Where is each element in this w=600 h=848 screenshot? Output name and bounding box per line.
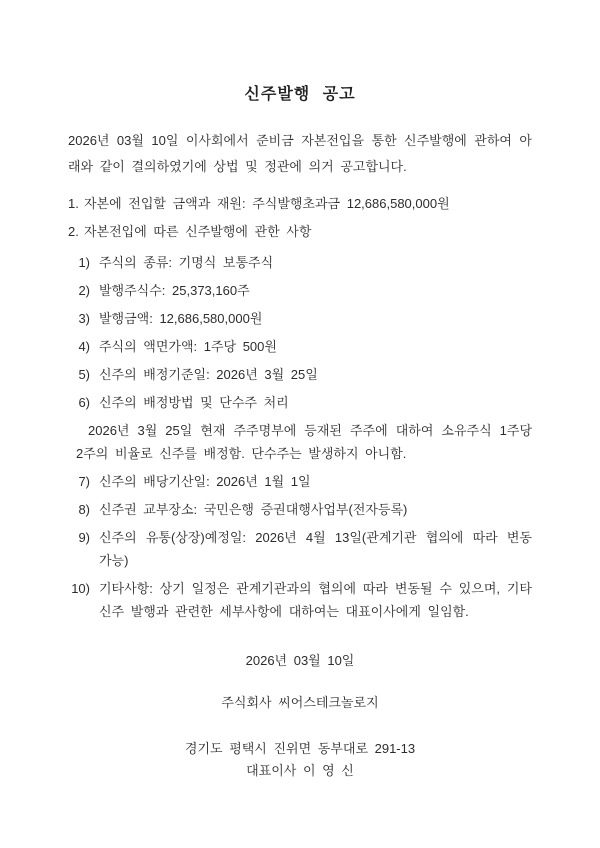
list-item (68, 251, 532, 274)
list-item (68, 192, 532, 215)
item-note: 2026년 3월 25일 현재 주주명부에 등재된 주주에 대하여 소유주식 1주당 2주의 비율로 신주를 배정함. 단수주는 발생하지 아니함. (76, 423, 532, 461)
company-name: 주식회사 씨어스테크놀로지 (221, 695, 379, 710)
item-text: 신주의 배정방법 및 단수주 처리 (99, 395, 289, 410)
document-title: 신주발행 공고 (244, 86, 356, 103)
item-number: 3) (78, 311, 90, 326)
item-number: 1) (78, 255, 90, 270)
item-text: 신주의 배당기산일: 2026년 1월 1일 (99, 474, 311, 489)
item-text: 발행주식수: 25,373,160주 (99, 283, 250, 298)
item-number: 5) (78, 367, 90, 382)
item-text: 자본에 전입할 금액과 재원: 주식발행초과금 12,686,580,000원 (84, 196, 450, 211)
item-text: 자본전입에 따른 신주발행에 관한 사항 (84, 224, 312, 239)
item-text: 신주권 교부장소: 국민은행 증권대행사업부(전자등록) (99, 502, 408, 517)
list-item (68, 391, 532, 414)
item-text: 주식의 액면가액: 1주당 500원 (99, 339, 277, 354)
list-item (68, 363, 532, 386)
item-text: 기타사항: 상기 일정은 관계기관과의 협의에 따라 변동될 수 있으며, 기타 신주 발행과 관련한 세부사항에 대하여는 대표이사에게 일임함. (99, 581, 532, 619)
list-item (68, 470, 532, 493)
list-item (68, 335, 532, 358)
item-text: 주식의 종류: 기명식 보통주식 (99, 255, 274, 270)
list-item (68, 526, 532, 572)
list-item (68, 498, 532, 521)
item-number: 4) (78, 339, 90, 354)
sub-list (68, 251, 532, 623)
list-item (68, 577, 532, 623)
item-number: 8) (78, 502, 90, 517)
list-item (68, 307, 532, 330)
ceo-name: 대표이사 이 영 신 (246, 763, 354, 778)
company-address: 경기도 평택시 진위면 동부대로 291-13 (184, 741, 416, 756)
document-footer (68, 649, 532, 782)
item-number: 2. (68, 224, 79, 239)
item-text: 발행금액: 12,686,580,000원 (99, 311, 263, 326)
item-number: 6) (78, 395, 90, 410)
intro-paragraph: 2026년 03월 10일 이사회에서 준비금 자본전입을 통한 신주발행에 관하여 아래와 같이 결의하였기에 상법 및 정관에 의거 공고합니다. (68, 133, 532, 174)
list-item (68, 220, 532, 243)
item-text: 신주의 배정기준일: 2026년 3월 25일 (99, 367, 318, 382)
announcement-date: 2026년 03월 10일 (245, 653, 355, 668)
item-number: 7) (78, 474, 90, 489)
list-item (68, 279, 532, 302)
item-number: 9) (78, 530, 90, 545)
item-number: 2) (78, 283, 90, 298)
item-number: 1. (68, 196, 79, 211)
main-list (68, 192, 532, 243)
item-text: 신주의 유통(상장)예정일: 2026년 4월 13일(관계기관 협의에 따라 변동 가능) (99, 530, 532, 568)
item-number: 10) (71, 581, 90, 596)
